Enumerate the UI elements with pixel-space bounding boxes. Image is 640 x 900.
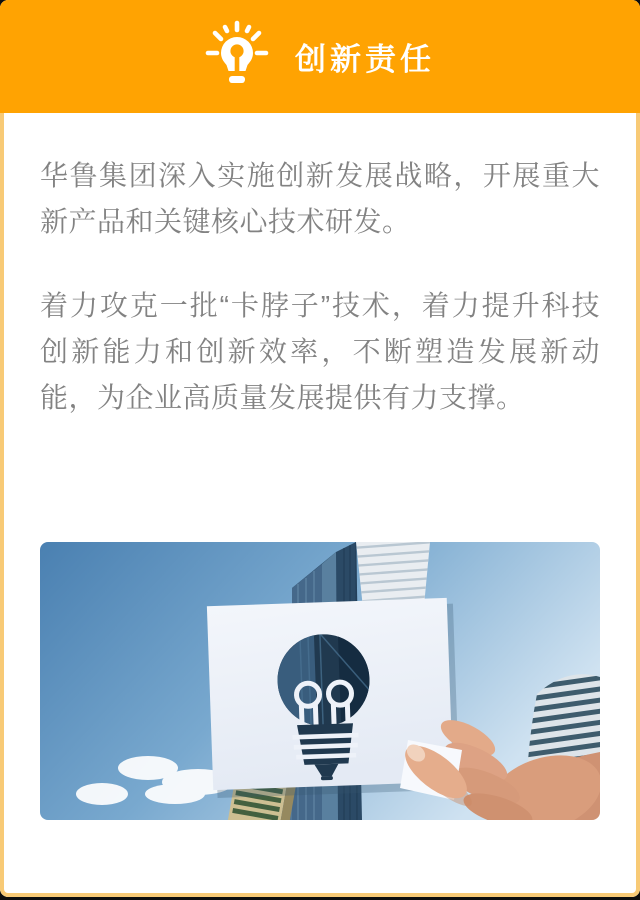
lightbulb-paper-cutout-photo: [40, 542, 600, 820]
card-body: [0, 113, 640, 897]
card-header: [0, 0, 640, 113]
paragraph-2: 着力攻克一批“卡脖子”技术，着力提升科技创新能力和创新效率，不断塑造发展新动能，为企业高质量发展提供有力支撑。: [40, 290, 600, 413]
photo-illustration: [40, 542, 600, 820]
paragraph-1: 华鲁集团深入实施创新发展战略，开展重大新产品和关键核心技术研发。: [40, 160, 600, 237]
lightbulb-icon: [205, 20, 269, 94]
page-title: 创新责任: [295, 42, 435, 77]
